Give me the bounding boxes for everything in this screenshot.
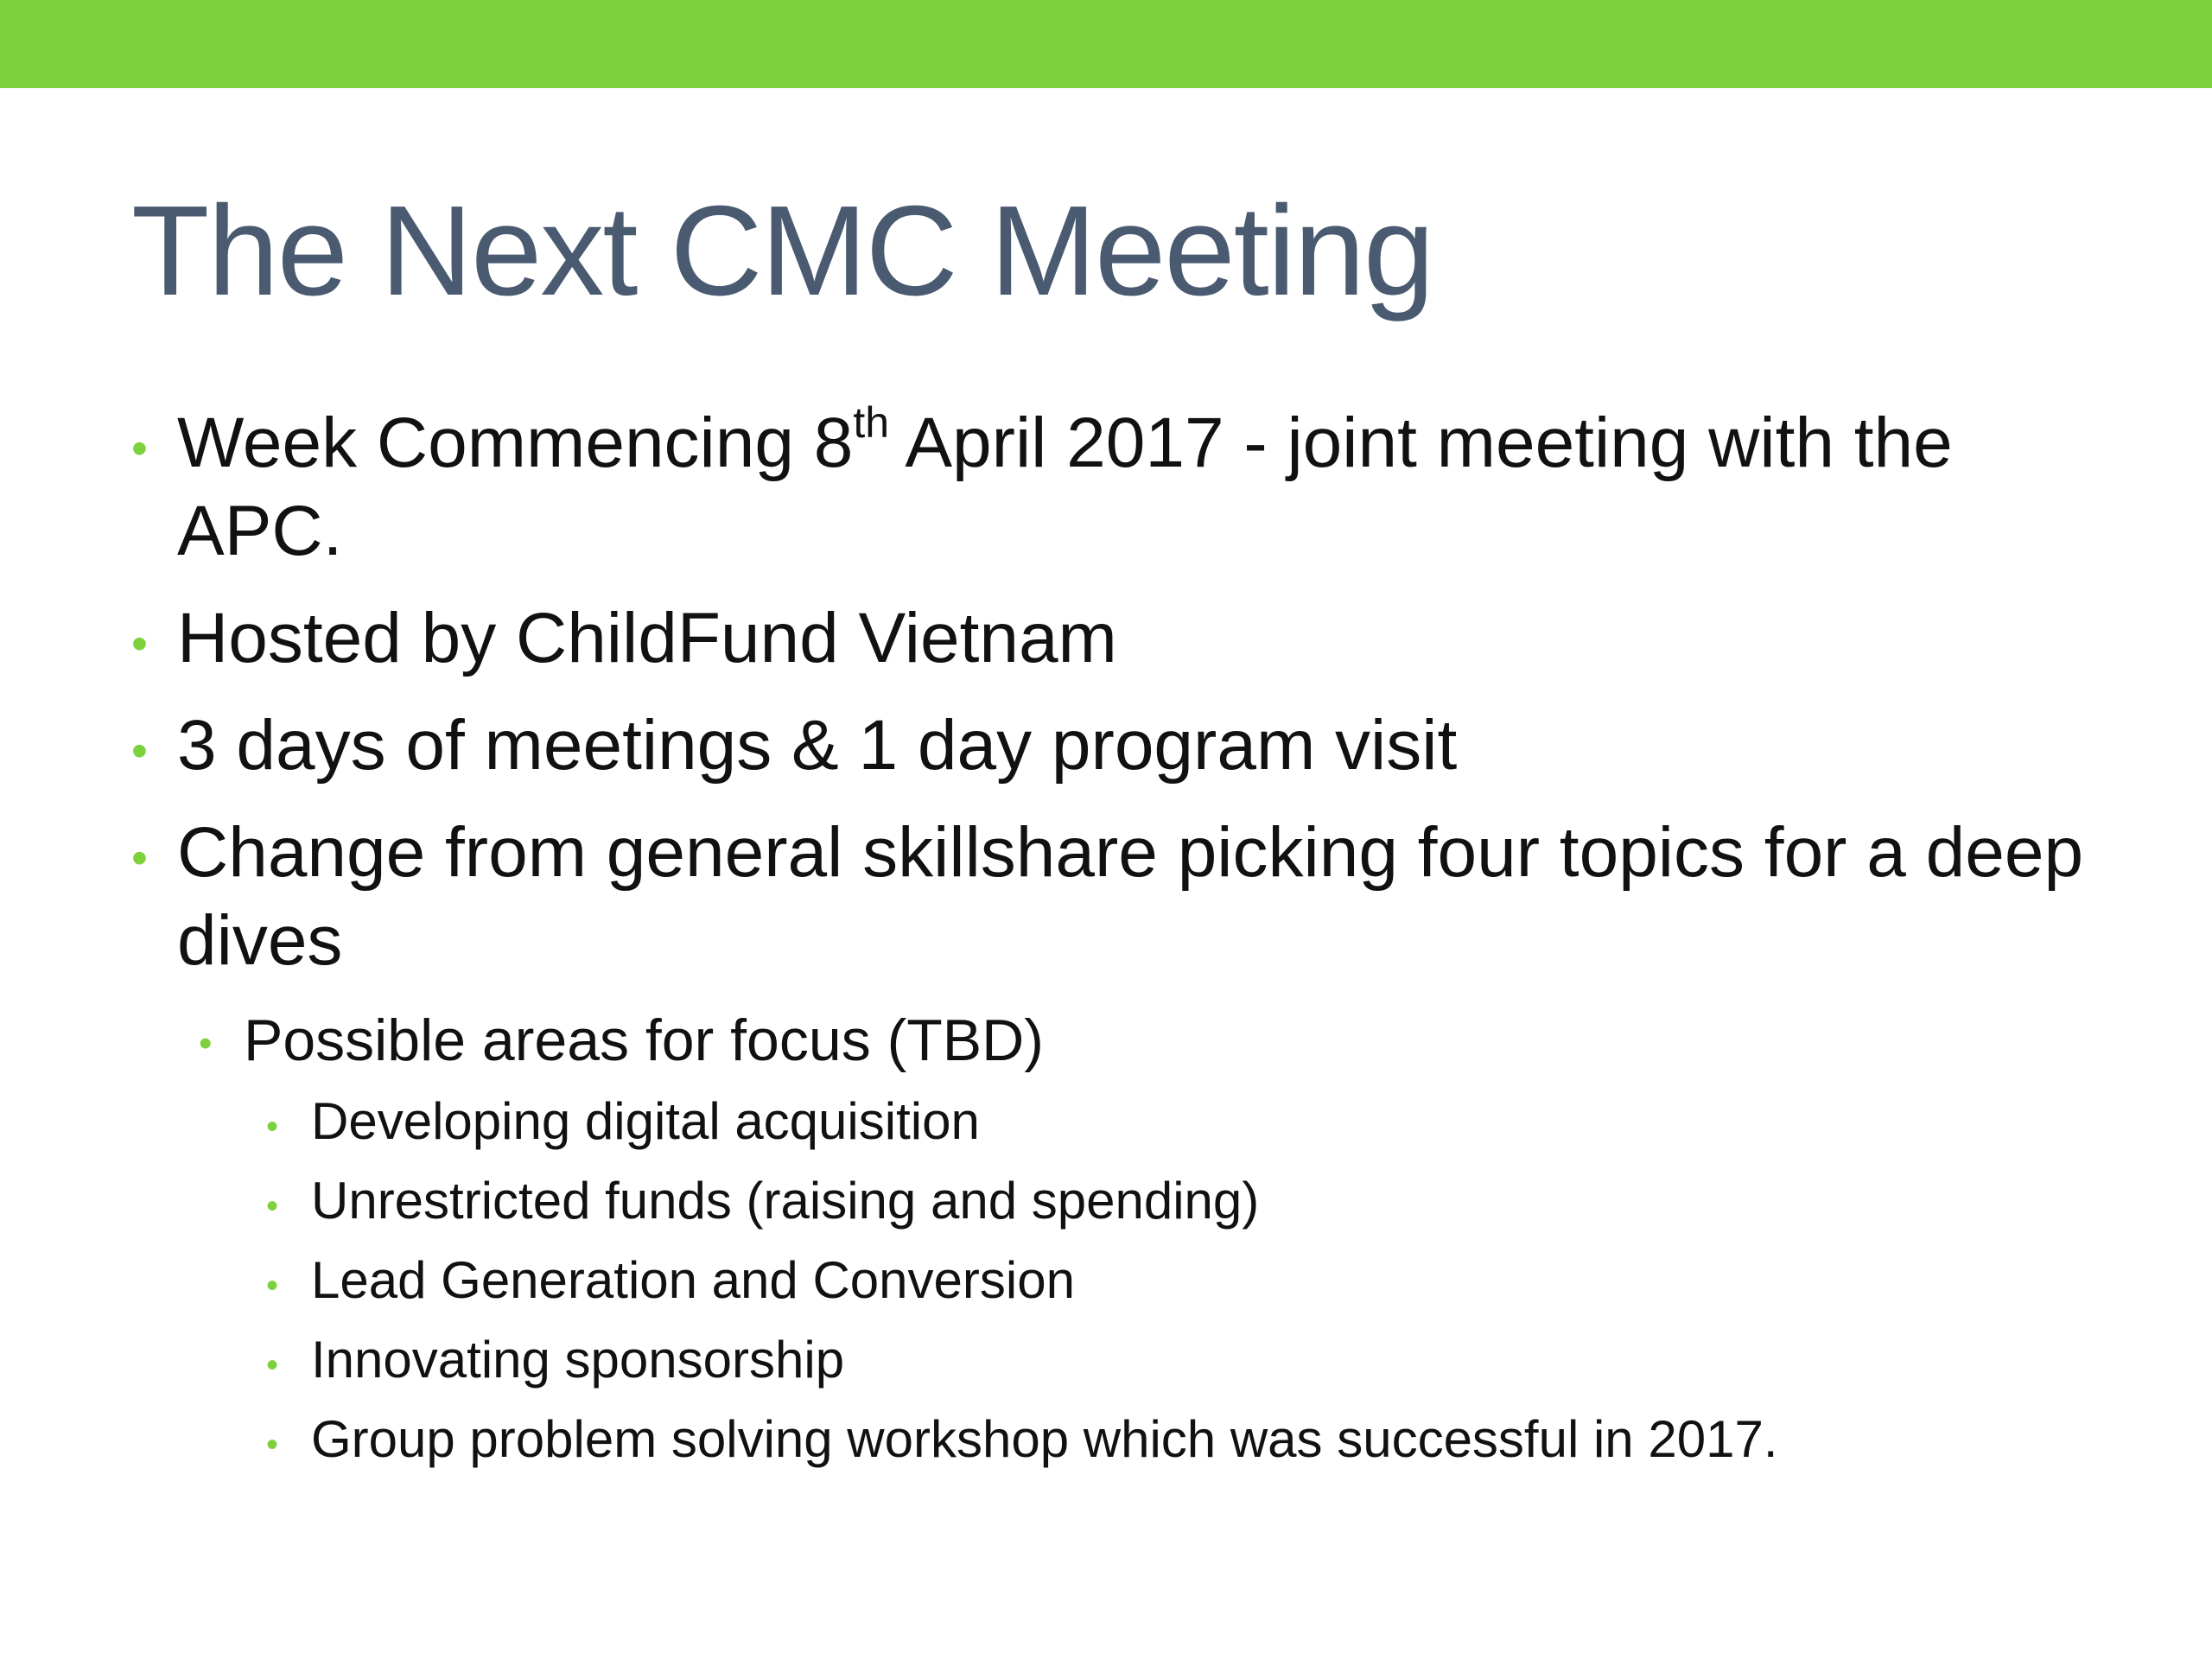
slide-title: The Next CMC Meeting [131, 180, 1433, 322]
bullet-item-format-change [131, 809, 2110, 985]
bullet-icon: • [266, 1426, 279, 1464]
focus-area-item [131, 1241, 2110, 1320]
focus-area-text: Group problem solving workshop which was successful in 2017. [311, 1410, 1778, 1468]
bullet-icon: • [266, 1346, 279, 1384]
focus-area-item [131, 1320, 2110, 1400]
bullet-icon: • [131, 423, 148, 474]
bullet-text: Week Commencing 8th April 2017 - joint meeting with the APC. [177, 397, 1953, 570]
bullet-icon: • [199, 1022, 213, 1065]
bullet-icon: • [266, 1108, 279, 1146]
focus-area-text: Innovating sponsorship [311, 1331, 845, 1389]
focus-area-text: Developing digital acquisition [311, 1092, 980, 1150]
bullet-icon: • [131, 618, 148, 670]
focus-area-text: Unrestricted funds (raising and spending) [311, 1172, 1260, 1230]
bullet-text: Change from general skillshare picking four topics for a deep dives [177, 813, 2084, 980]
accent-bar [0, 0, 2212, 88]
bullet-icon: • [266, 1267, 279, 1305]
bullet-icon: • [131, 725, 148, 777]
focus-area-item [131, 1400, 2110, 1479]
bullet-text: 3 days of meetings & 1 day program visit [177, 706, 1458, 785]
sub-bullet-focus-areas [131, 1004, 2110, 1077]
bullet-list [131, 399, 2110, 1479]
bullet-icon: • [266, 1187, 279, 1225]
focus-area-text: Lead Generation and Conversion [311, 1251, 1075, 1309]
bullet-item-meeting-date [131, 399, 2110, 575]
focus-area-item [131, 1161, 2110, 1241]
bullet-item-schedule [131, 702, 2110, 790]
bullet-text: Hosted by ChildFund Vietnam [177, 599, 1117, 677]
bullet-item-host [131, 594, 2110, 683]
sub-bullet-text: Possible areas for focus (TBD) [244, 1007, 1044, 1073]
bullet-icon: • [131, 832, 148, 884]
focus-area-item [131, 1082, 2110, 1161]
